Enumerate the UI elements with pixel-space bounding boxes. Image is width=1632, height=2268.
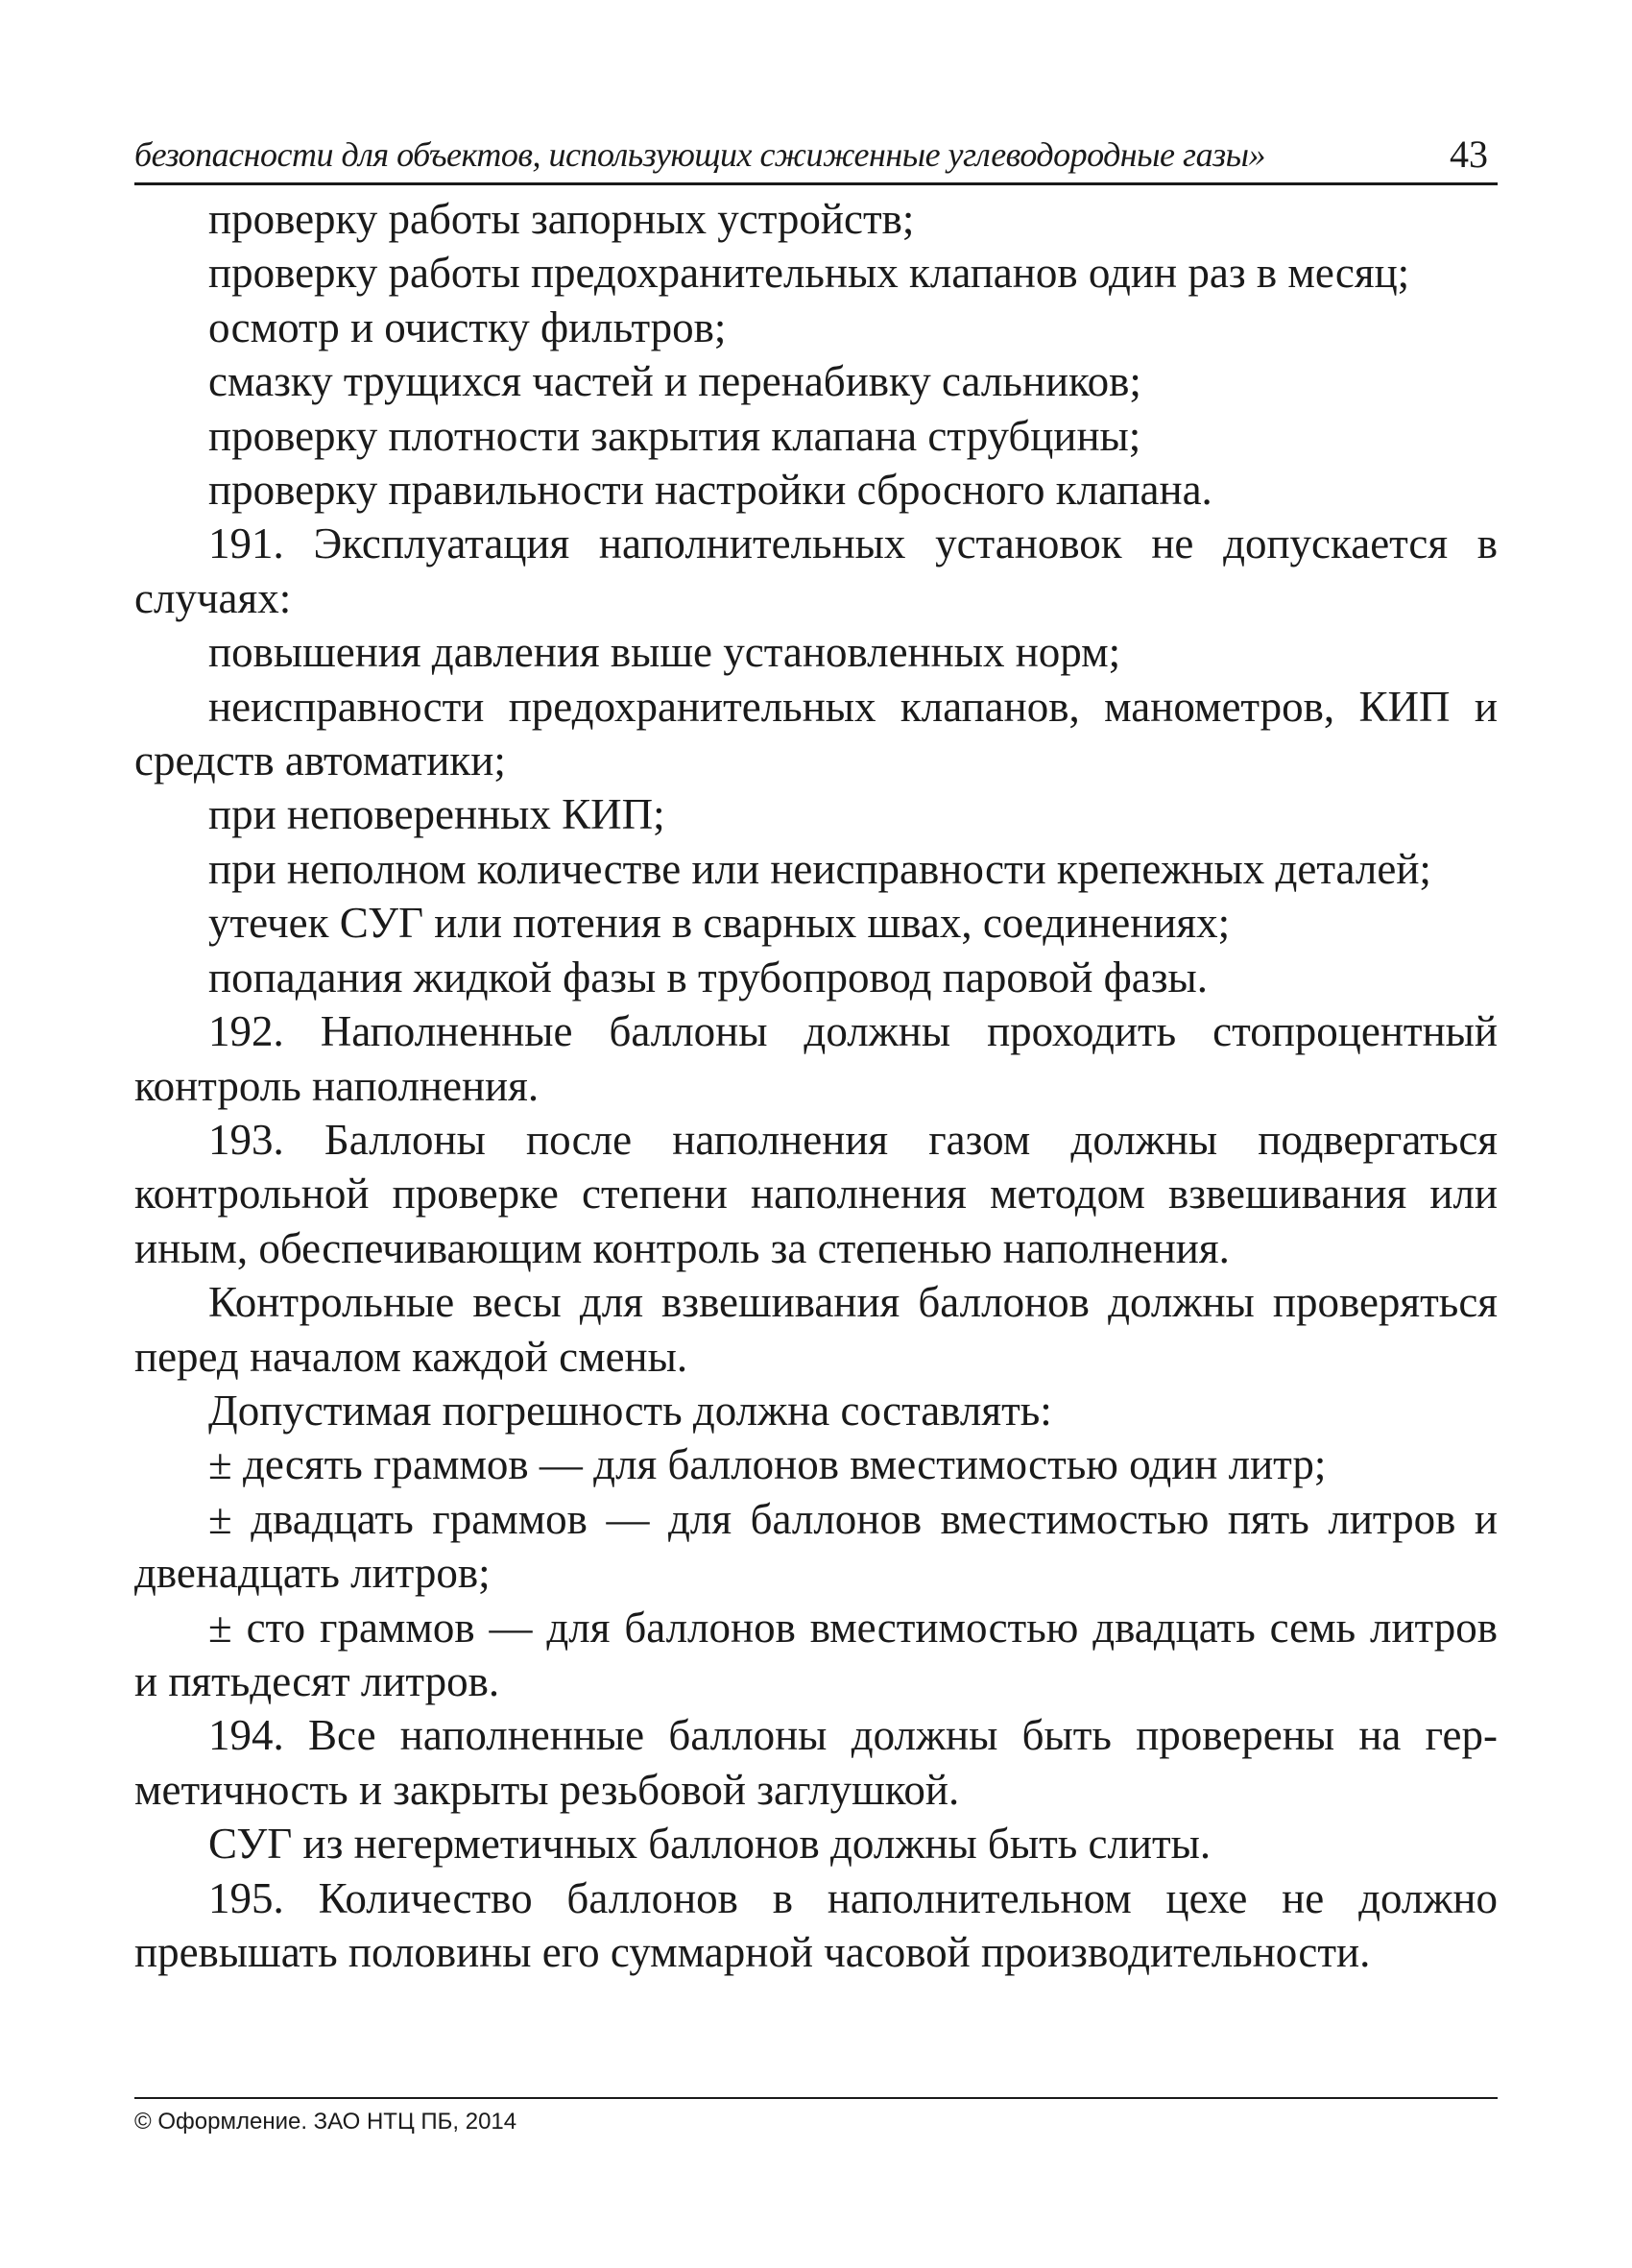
clause-193: 193. Баллоны после наполнения газом должны подвергаться контрольной проверке степени наполнения методом взвешивания или иным, обеспечивающим контроль за степенью наполнения.	[134, 1115, 1498, 1272]
body-text	[134, 192, 1498, 1979]
clause-194: 194. Все наполненные баллоны должны быть проверены на герметичность и закрыты резьбовой заглушкой.	[134, 1711, 1498, 1814]
list-item: неисправности предохранительных клапанов, манометров, КИП и средств автоматики;	[134, 682, 1498, 785]
list-item: при неповеренных КИП;	[208, 790, 665, 839]
list-item: проверку правильности настройки сбросного клапана.	[208, 466, 1212, 515]
list-item: проверку плотности закрытия клапана струбцины;	[208, 411, 1141, 460]
list-item: смазку трущихся частей и перенабивку сальников;	[208, 357, 1141, 406]
clause-191: 191. Эксплуатация наполнительных установок не допускается в случаях:	[134, 519, 1498, 622]
list-item: утечек СУГ или потения в сварных швах, соединениях;	[208, 899, 1231, 948]
list-item: осмотр и очистку фильтров;	[208, 302, 727, 351]
running-header	[134, 125, 1498, 185]
list-item: проверку работы предохранительных клапанов один раз в месяц;	[208, 249, 1410, 298]
paragraph: СУГ из негерметичных баллонов должны быть слиты.	[208, 1820, 1212, 1869]
clause-192: 192. Наполненные баллоны должны проходить стопроцентный контроль наполнения.	[134, 1007, 1498, 1110]
copyright-text: © Оформление. ЗАО НТЦ ПБ, 2014	[134, 2109, 517, 2135]
tolerance-item: ± двадцать граммов — для баллонов вместимостью пять литров и двенадцать литров;	[134, 1494, 1498, 1598]
list-item: повышения давления выше установленных норм;	[208, 628, 1121, 677]
clause-195: 195. Количество баллонов в наполнительном цехе не должно превышать половины его суммарной часовой производительности.	[134, 1873, 1498, 1976]
page-number: 43	[1450, 133, 1488, 176]
list-item: проверку работы запорных устройств;	[208, 195, 915, 243]
running-title: безопасности для объектов, использующих сжиженные углеводородные газы»	[134, 135, 1265, 174]
page-footer	[134, 2097, 1498, 2135]
list-item: попадания жидкой фазы в трубопровод паровой фазы.	[208, 953, 1208, 1001]
tolerance-item: ± сто граммов — для баллонов вместимостью двадцать семь литров и пятьдесят литров.	[134, 1603, 1498, 1705]
list-item: при неполном количестве или неисправности крепежных деталей;	[208, 844, 1431, 893]
paragraph: Допустимая погрешность должна составлять:	[208, 1386, 1052, 1435]
tolerance-item: ± десять граммов — для баллонов вместимостью один литр;	[208, 1440, 1327, 1489]
paragraph: Контрольные весы для взвешивания баллонов должны проверяться перед началом каждой смены.	[134, 1278, 1498, 1381]
